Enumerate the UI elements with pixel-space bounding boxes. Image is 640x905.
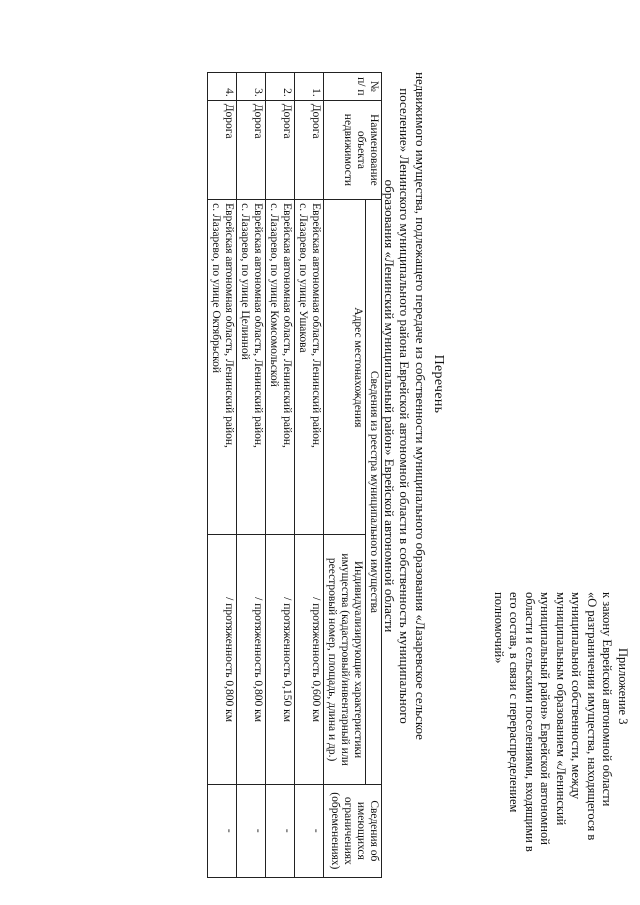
row-encumbrances: -	[266, 784, 295, 877]
address-line: с. Лазарево, по улице Ушакова	[297, 203, 309, 353]
table-row	[208, 73, 237, 878]
address-line: Еврейская автономная область, Ленинский район,	[223, 203, 235, 448]
row-num: 2.	[266, 73, 295, 101]
row-address	[208, 200, 237, 535]
row-name: Дорога	[208, 100, 237, 199]
row-characteristics: / протяженность 0,150 км	[266, 535, 295, 784]
address-line: с. Лазарево, по улице Целинной	[239, 203, 251, 360]
row-address	[266, 200, 295, 535]
header-characteristics: Индивидуализирующие характеристики имущества (кадастровый/инвентарный или реестровый номер, площадь, длина и др.)	[324, 535, 366, 784]
address-line: с. Лазарево, по улице Октябрьской	[210, 203, 222, 374]
subtitle-line: недвижимого имущества, подлежащего передаче из собственности муниципального образования «Лазаревское сельское	[413, 72, 428, 740]
header-name: Наименование объекта недвижимости	[324, 100, 382, 199]
document-title: Перечень	[431, 354, 446, 414]
row-encumbrances: -	[295, 784, 324, 877]
row-characteristics: / протяженность 0,600 км	[295, 535, 324, 784]
table-header-row	[366, 73, 382, 878]
document-subtitle	[382, 66, 429, 746]
appendix-block	[491, 592, 631, 882]
row-num: 1.	[295, 73, 324, 101]
property-table	[207, 72, 382, 878]
appendix-line: полномочий»	[492, 592, 506, 664]
row-encumbrances: -	[237, 784, 266, 877]
row-characteristics: / протяженность 0,800 км	[237, 535, 266, 784]
appendix-number: Приложение 3	[616, 648, 630, 725]
row-num: 4.	[208, 73, 237, 101]
address-line: Еврейская автономная область, Ленинский район,	[252, 203, 264, 448]
address-line: с. Лазарево, по улице Комсомольской	[268, 203, 280, 387]
row-characteristics: / протяженность 0,800 км	[208, 535, 237, 784]
header-registry-group: Сведения из реестра муниципального имущества	[366, 200, 382, 785]
header-address: Адрес местонахождения	[324, 200, 366, 535]
table-row	[295, 73, 324, 878]
address-line: Еврейская автономная область, Ленинский район,	[281, 203, 293, 448]
appendix-line: муниципальной собственности, между	[569, 592, 584, 800]
row-address	[295, 200, 324, 535]
subtitle-line: поселение» Ленинского муниципального района Еврейской автономной области в собственность муниципального	[397, 88, 413, 724]
row-name: Дорога	[266, 100, 295, 199]
subtitle-line: образования «Ленинский муниципальный район» Еврейской автономной области	[382, 179, 397, 633]
appendix-line: области и сельскими поселениями, входящими в	[523, 592, 537, 852]
appendix-line: к закону Еврейской автономной области	[600, 592, 615, 807]
row-num: 3.	[237, 73, 266, 101]
table-row	[266, 73, 295, 878]
row-name: Дорога	[237, 100, 266, 199]
row-encumbrances: -	[208, 784, 237, 877]
row-address	[237, 200, 266, 535]
rotated-page	[20, 14, 640, 894]
appendix-line: его состав, в связи с перераспределением	[507, 592, 522, 813]
appendix-line: «О разграничении имущества, находящегося в	[585, 592, 599, 841]
row-name: Дорога	[295, 100, 324, 199]
table-row	[237, 73, 266, 878]
address-line: Еврейская автономная область, Ленинский район,	[310, 203, 322, 448]
appendix-line: муниципальным образованием «Ленинский	[554, 592, 568, 826]
header-encumbrances: Сведения об имеющихся ограничениях (обременениях)	[324, 784, 382, 877]
header-num: № п/ п	[324, 73, 382, 101]
appendix-line: муниципальный район» Еврейской автономной	[538, 592, 553, 845]
